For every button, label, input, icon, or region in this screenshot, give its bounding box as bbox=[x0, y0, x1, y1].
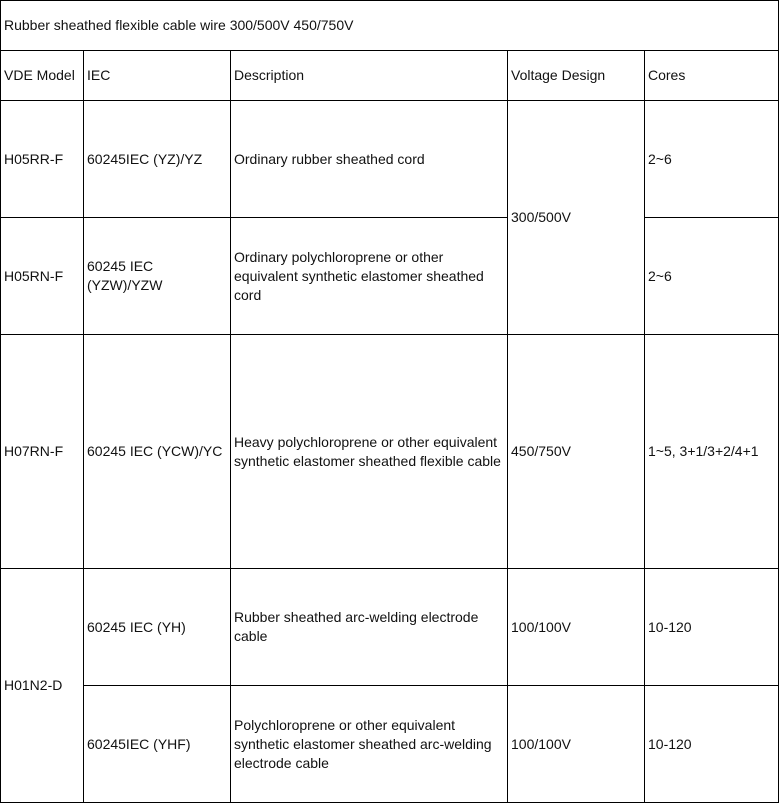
cell-description: Ordinary rubber sheathed cord bbox=[231, 101, 508, 218]
cell-vde-model: H05RR-F bbox=[1, 101, 84, 218]
cell-cores: 10-120 bbox=[645, 569, 779, 686]
table-row bbox=[1, 218, 779, 335]
cell-vde-model-shared: H01N2-D bbox=[1, 569, 84, 803]
table-title: Rubber sheathed flexible cable wire 300/500V 450/750V bbox=[1, 1, 779, 51]
cell-vde-model: H05RN-F bbox=[1, 218, 84, 335]
cell-voltage: 100/100V bbox=[508, 569, 645, 686]
cell-description: Ordinary polychloroprene or other equivalent synthetic elastomer sheathed cord bbox=[231, 218, 508, 335]
cell-iec: 60245 IEC (YH) bbox=[84, 569, 231, 686]
cell-voltage-shared: 300/500V bbox=[508, 101, 645, 335]
header-iec: IEC bbox=[84, 51, 231, 101]
cell-iec: 60245IEC (YHF) bbox=[84, 686, 231, 803]
table-row bbox=[1, 101, 779, 218]
cell-description: Polychloroprene or other equivalent synthetic elastomer sheathed arc-welding electrode cable bbox=[231, 686, 508, 803]
header-description: Description bbox=[231, 51, 508, 101]
cell-iec: 60245 IEC (YCW)/YC bbox=[84, 335, 231, 569]
cell-iec: 60245IEC (YZ)/YZ bbox=[84, 101, 231, 218]
cell-iec: 60245 IEC (YZW)/YZW bbox=[84, 218, 231, 335]
table-row bbox=[1, 569, 779, 686]
table-row bbox=[1, 335, 779, 569]
cell-voltage: 100/100V bbox=[508, 686, 645, 803]
header-cores: Cores bbox=[645, 51, 779, 101]
cell-description: Rubber sheathed arc-welding electrode cable bbox=[231, 569, 508, 686]
cell-cores: 2~6 bbox=[645, 101, 779, 218]
cell-cores: 2~6 bbox=[645, 218, 779, 335]
cell-cores: 10-120 bbox=[645, 686, 779, 803]
header-vde-model: VDE Model bbox=[1, 51, 84, 101]
cell-voltage: 450/750V bbox=[508, 335, 645, 569]
header-row bbox=[1, 51, 779, 101]
header-voltage-design: Voltage Design bbox=[508, 51, 645, 101]
title-row bbox=[1, 1, 779, 51]
table-row bbox=[1, 686, 779, 803]
cell-cores: 1~5, 3+1/3+2/4+1 bbox=[645, 335, 779, 569]
cell-description: Heavy polychloroprene or other equivalent synthetic elastomer sheathed flexible cable bbox=[231, 335, 508, 569]
cell-vde-model: H07RN-F bbox=[1, 335, 84, 569]
